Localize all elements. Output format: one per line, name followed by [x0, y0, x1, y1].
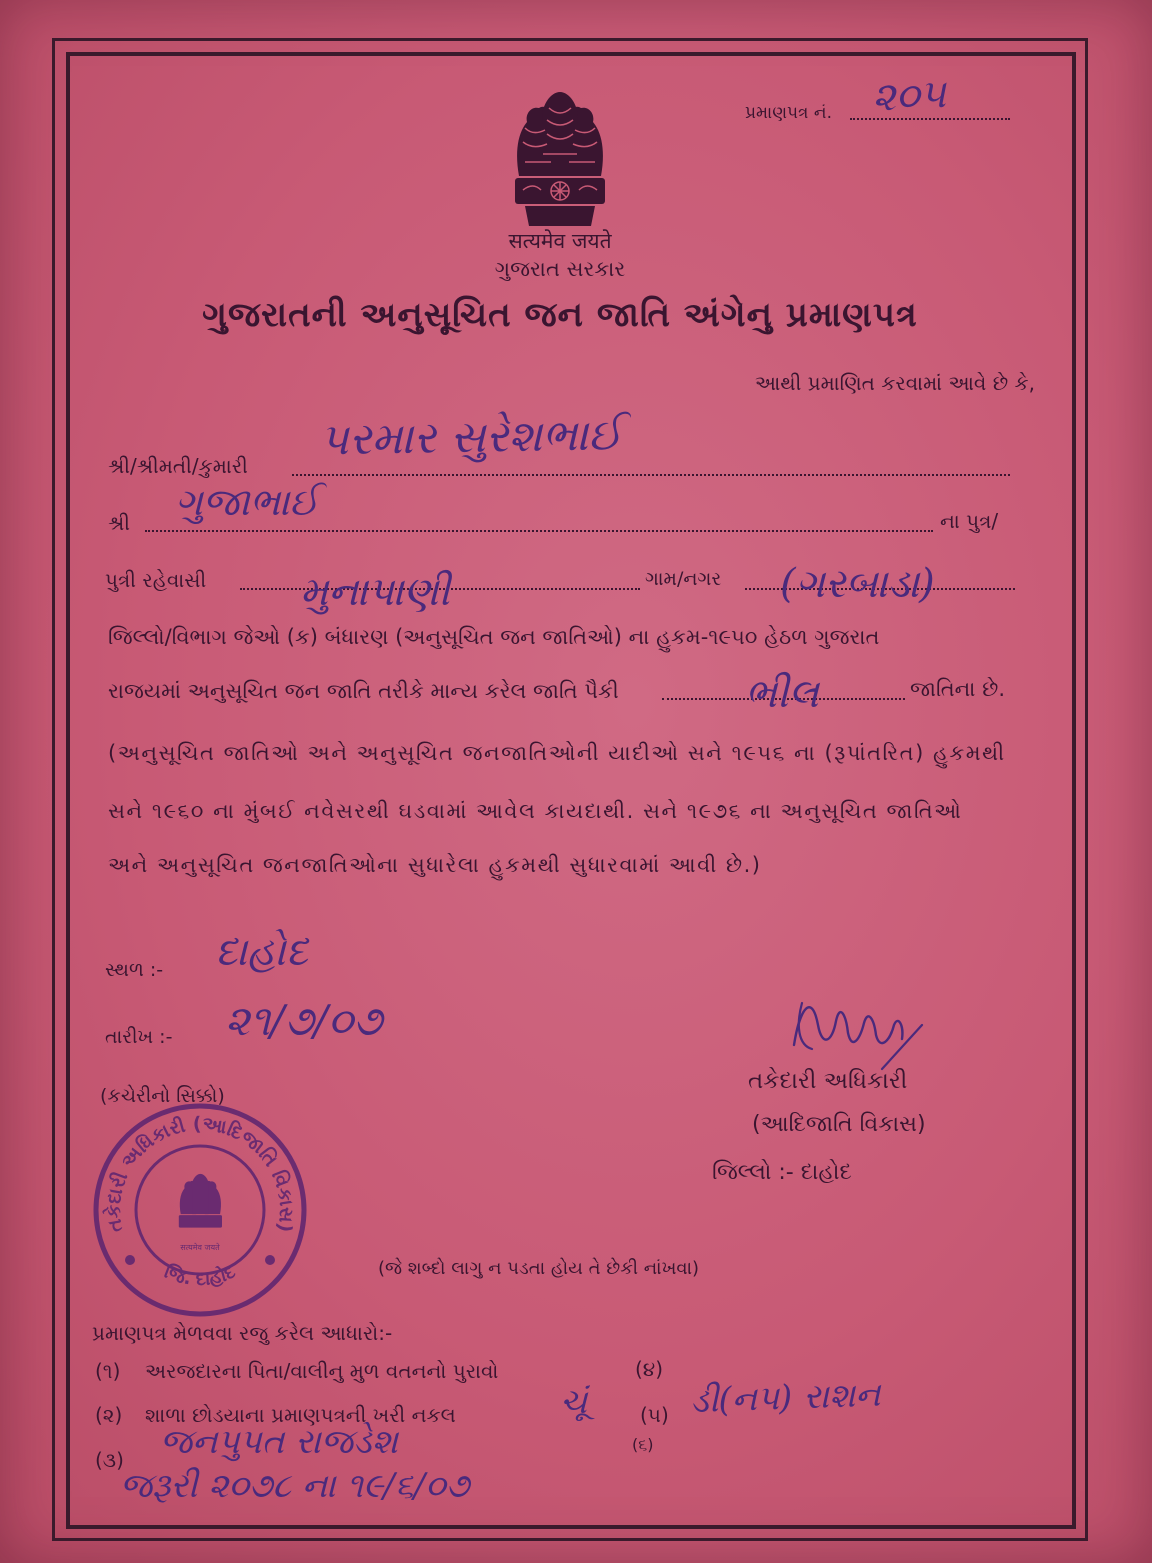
parent-label: શ્રી	[108, 511, 131, 535]
svg-text:જિ. દાહોદ	[161, 1260, 238, 1290]
document-item-number: (૨)	[95, 1403, 123, 1427]
document-item-number: (૧)	[95, 1359, 121, 1383]
residence-label: પુત્રી રહેવાસી	[105, 568, 207, 592]
document-item-number: (૩)	[95, 1448, 124, 1472]
name-value: પરમાર સુરેશભાઈ	[319, 409, 623, 466]
document-item-text: શાળા છોડયાના પ્રમાણપત્રની ખરી નકલ	[145, 1403, 456, 1427]
tribe-value: ભીલ	[745, 671, 819, 717]
signatory-district: જિલ્લો :- દાહોદ	[712, 1160, 852, 1185]
village-label: ગામ/નગર	[645, 568, 722, 590]
parent-leader	[145, 530, 933, 532]
document-item-text: અરજદારના પિતા/વાલીનુ મુળ વતનનો પુરાવો	[145, 1359, 499, 1383]
handwritten-entry: ચૂં	[560, 1382, 588, 1422]
handwritten-entry: જરૂરી ૨૦૭૮ ના ૧૯/૬/૦૭	[120, 1466, 470, 1506]
handwritten-entry: ડી(નપ) રાશન	[689, 1374, 882, 1422]
certificate-title: ગુજરાતની અનુસૂચિત જન જાતિ અંગેનુ પ્રમાણપત્ર	[202, 295, 918, 335]
intro-text: આથી પ્રમાણિત કરવામાં આવે છે કે,	[754, 371, 1035, 395]
place-label: સ્થળ :-	[105, 959, 164, 981]
national-emblem-icon	[505, 84, 615, 234]
village-value: (ગરબાડા)	[780, 561, 935, 607]
note-line: અને અનુસૂચિત જનજાતિઓના સુધારેલા હુકમથી સુધારવામાં આવી છે.)	[108, 853, 762, 877]
parent-suffix: ના પુત્ર/	[940, 509, 999, 533]
motto: सत्यमेव जयते	[508, 229, 612, 253]
instruction-note: (જે શબ્દો લાગુ ન પડતા હોય તે છેકી નાંખવા)	[378, 1258, 700, 1279]
seal-ring-text: તકેદારી અધિકારી (આદિજાતિ વિકાસ)	[102, 1112, 298, 1235]
tribe-suffix: જાતિના છે.	[910, 677, 1005, 701]
tribe-label: રાજયમાં અનુસૂચિત જન જાતિ તરીકે માન્ય કરેલ જાતિ પૈકી	[108, 679, 619, 703]
date-value: ૨૧/૭/૦૭	[225, 996, 383, 1045]
document-item-number: (૫)	[640, 1403, 669, 1427]
document-item-number: (૪)	[635, 1357, 664, 1381]
office-seal-label: (કચેરીનો સિક્કો)	[100, 1085, 225, 1107]
note-line: સને ૧૯૬૦ ના મુંબઈ નવેસરથી ઘડવામાં આવેલ કાયદાથી. સને ૧૯૭૬ ના અનુસૂચિત જાતિઓ	[108, 799, 963, 823]
handwritten-entry: જનપુપત રાજડેશ	[160, 1422, 398, 1462]
place-value: દાહોદ	[215, 929, 308, 975]
government-name: ગુજરાત સરકાર	[494, 257, 626, 281]
office-seal-icon	[90, 1100, 310, 1320]
signatory-title: તકેદારી અધિકારી	[748, 1068, 908, 1094]
certificate-number-value: ૨૦૫	[870, 71, 947, 121]
documents-heading: પ્રમાણપત્ર મેળવવા રજુ કરેલ આધારો:-	[92, 1321, 393, 1345]
signatory-department: (આદિજાતિ વિકાસ)	[752, 1112, 926, 1137]
seal-inner-motto: सत्यमेव जयते	[180, 1243, 220, 1252]
note-line: (અનુસૂચિત જાતિઓ અને અનુસૂચિત જનજાતિઓની યાદીઓ સને ૧૯૫૬ ના (રૂપાંતરિત) હુકમથી	[108, 741, 1006, 765]
date-label: તારીખ :-	[105, 1026, 173, 1048]
certificate-number-label: પ્રમાણપત્ર નં.	[745, 103, 832, 123]
parent-value: ગુજાભાઈ	[175, 480, 319, 524]
name-leader	[292, 474, 1010, 476]
order-line: જિલ્લો/વિભાગ જેઓ (ક) બંધારણ (અનુસૂચિત જન જાતિઓ) ના હુકમ-૧૯૫૦ હેઠળ ગુજરાત	[108, 625, 880, 649]
name-label: શ્રી/શ્રીમતી/કુમારી	[108, 454, 248, 478]
document-item-number: (૬)	[632, 1435, 654, 1454]
seal-bottom-text: જિ. દાહોદ	[161, 1261, 239, 1291]
residence-value: મુનાપાણી	[300, 569, 450, 615]
